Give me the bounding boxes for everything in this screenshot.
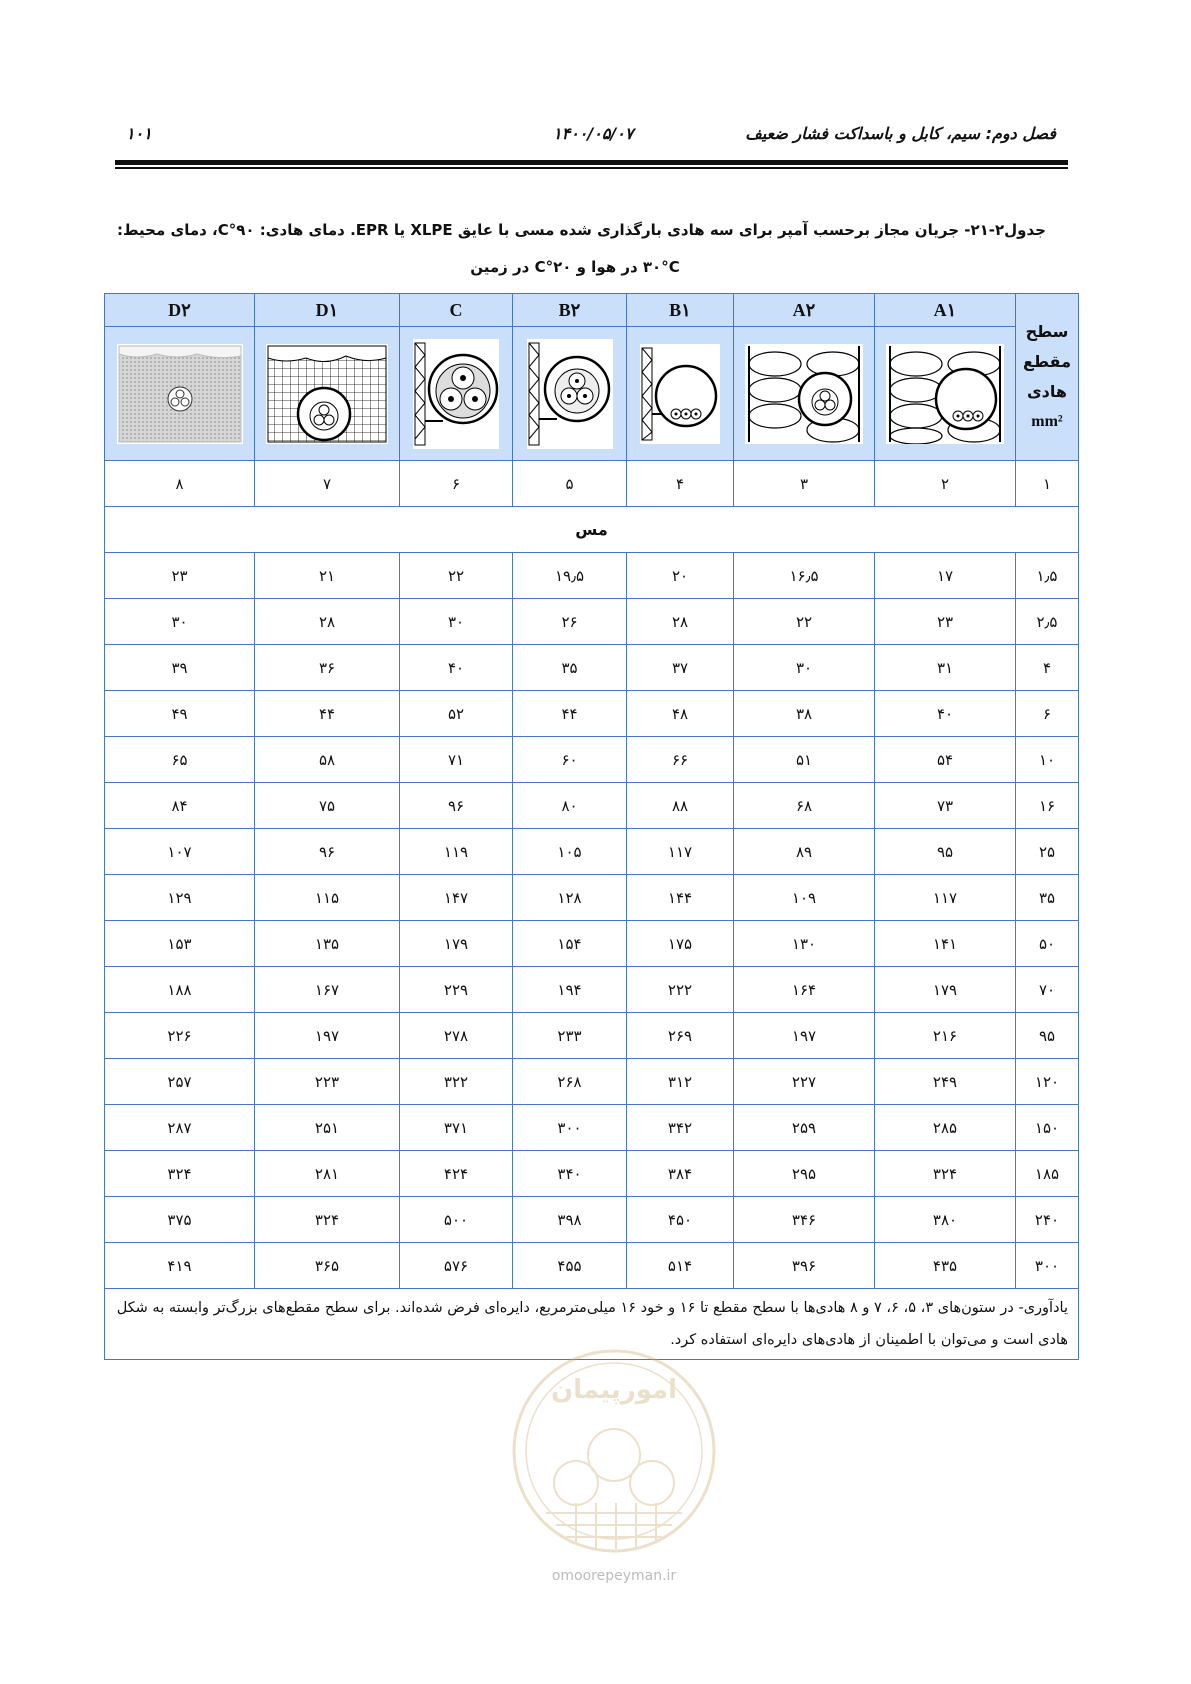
ampacity-cell: ۲۲۳ — [255, 1059, 400, 1105]
ampacity-cell: ۹۵ — [875, 829, 1016, 875]
ampacity-cell: ۴۴ — [255, 691, 400, 737]
ampacity-cell: ۸۹ — [734, 829, 875, 875]
cross-section-cell: ۱۶ — [1016, 783, 1079, 829]
table-row — [105, 1013, 1079, 1059]
ampacity-cell: ۷۳ — [875, 783, 1016, 829]
ampacity-cell: ۱۲۸ — [513, 875, 627, 921]
ampacity-cell: ۳۴۲ — [627, 1105, 734, 1151]
table-row — [105, 553, 1079, 599]
ampacity-cell: ۳۰ — [105, 599, 255, 645]
ampacity-cell: ۲۱۶ — [875, 1013, 1016, 1059]
table-row — [105, 599, 1079, 645]
table-row — [105, 1059, 1079, 1105]
ampacity-cell: ۱۳۵ — [255, 921, 400, 967]
ampacity-cell: ۱۱۷ — [627, 829, 734, 875]
table-caption-line1: جدول۲-۲۱- جریان مجاز برحسب آمپر برای سه هادی بارگذاری شده مسی با عایق XLPE یا EPR. دمای هادی: ۹۰°C، دمای محیط: — [116, 221, 1046, 239]
ampacity-cell: ۲۶۸ — [513, 1059, 627, 1105]
page-number: ۱۰۱ — [126, 124, 152, 143]
ampacity-cell: ۲۰ — [627, 553, 734, 599]
cross-section-cell: ۴ — [1016, 645, 1079, 691]
table-row — [105, 645, 1079, 691]
ampacity-cell: ۱۹۴ — [513, 967, 627, 1013]
ampacity-cell: ۱۶٫۵ — [734, 553, 875, 599]
section-label-copper: مس — [105, 507, 1079, 553]
ampacity-cell: ۳۴۰ — [513, 1151, 627, 1197]
ampacity-cell: ۲۸۵ — [875, 1105, 1016, 1151]
ampacity-cell: ۵۸ — [255, 737, 400, 783]
ampacity-cell: ۲۶ — [513, 599, 627, 645]
ampacity-cell: ۳۵ — [513, 645, 627, 691]
ampacity-cell: ۳۷۵ — [105, 1197, 255, 1243]
ampacity-cell: ۲۲۲ — [627, 967, 734, 1013]
ampacity-cell: ۱۴۴ — [627, 875, 734, 921]
ampacity-cell: ۱۹۷ — [255, 1013, 400, 1059]
cross-section-cell: ۲٫۵ — [1016, 599, 1079, 645]
ampacity-cell: ۲۵۹ — [734, 1105, 875, 1151]
ampacity-cell: ۱۲۹ — [105, 875, 255, 921]
ampacity-cell: ۴۸ — [627, 691, 734, 737]
ampacity-cell: ۳۲۴ — [255, 1197, 400, 1243]
ampacity-cell: ۱۷ — [875, 553, 1016, 599]
ampacity-cell: ۶۰ — [513, 737, 627, 783]
ampacity-cell: ۳۲۴ — [105, 1151, 255, 1197]
ampacity-cell: ۱۹۷ — [734, 1013, 875, 1059]
column-header-c: C — [400, 294, 513, 327]
ampacity-cell: ۲۸۷ — [105, 1105, 255, 1151]
ampacity-cell: ۴۳۵ — [875, 1243, 1016, 1289]
cross-section-cell: ۶ — [1016, 691, 1079, 737]
ampacity-cell: ۵۰۰ — [400, 1197, 513, 1243]
ampacity-cell: ۱۱۷ — [875, 875, 1016, 921]
ampacity-cell: ۴۴ — [513, 691, 627, 737]
ampacity-cell: ۵۲ — [400, 691, 513, 737]
header-rule-thick — [115, 160, 1068, 165]
ampacity-cell: ۲۳ — [875, 599, 1016, 645]
watermark-logo — [506, 1343, 722, 1567]
table-caption-line2: ۳۰°C در هوا و ۲۰°C در زمین — [470, 258, 680, 276]
ampacity-cell: ۳۷ — [627, 645, 734, 691]
ampacity-cell: ۱۷۵ — [627, 921, 734, 967]
table-row — [105, 875, 1079, 921]
ampacity-cell: ۲۹۵ — [734, 1151, 875, 1197]
ampacity-cell: ۳۰۰ — [513, 1105, 627, 1151]
cross-section-cell: ۱۰ — [1016, 737, 1079, 783]
cross-section-cell: ۱۵۰ — [1016, 1105, 1079, 1151]
installation-diagram-c — [400, 327, 513, 461]
ampacity-cell: ۳۰ — [734, 645, 875, 691]
ampacity-cell: ۱۰۵ — [513, 829, 627, 875]
header-rule-thin — [115, 167, 1068, 169]
cross-section-cell: ۹۵ — [1016, 1013, 1079, 1059]
ampacity-cell: ۱۷۹ — [875, 967, 1016, 1013]
ampacity-cell: ۹۶ — [255, 829, 400, 875]
ampacity-table — [104, 293, 1079, 1360]
column-header-d1: D۱ — [255, 294, 400, 327]
ampacity-cell: ۳۸ — [734, 691, 875, 737]
ampacity-cell: ۲۵۱ — [255, 1105, 400, 1151]
ampacity-cell: ۳۶۵ — [255, 1243, 400, 1289]
table-row — [105, 1197, 1079, 1243]
ampacity-cell: ۱۶۴ — [734, 967, 875, 1013]
table-row — [105, 737, 1079, 783]
cross-section-cell: ۵۰ — [1016, 921, 1079, 967]
ampacity-cell: ۲۲۹ — [400, 967, 513, 1013]
installation-diagram-a1 — [875, 327, 1016, 461]
ampacity-cell: ۴۵۰ — [627, 1197, 734, 1243]
ampacity-cell: ۵۷۶ — [400, 1243, 513, 1289]
ampacity-cell: ۵۱ — [734, 737, 875, 783]
ampacity-cell: ۲۳۳ — [513, 1013, 627, 1059]
table-row — [105, 1105, 1079, 1151]
ampacity-cell: ۱۴۷ — [400, 875, 513, 921]
ampacity-cell: ۵۱۴ — [627, 1243, 734, 1289]
table-row — [105, 967, 1079, 1013]
column-number-row: ۱ ۲ ۳ ۴ ۵ ۶ ۷ ۸ — [105, 461, 1079, 507]
ampacity-cell: ۳۸۰ — [875, 1197, 1016, 1243]
ampacity-cell: ۱۳۰ — [734, 921, 875, 967]
ampacity-cell: ۲۶۹ — [627, 1013, 734, 1059]
column-header-a2: A۲ — [734, 294, 875, 327]
ampacity-cell: ۱۷۹ — [400, 921, 513, 967]
installation-diagram-b2 — [513, 327, 627, 461]
ampacity-cell: ۳۸۴ — [627, 1151, 734, 1197]
cross-section-cell: ۱۸۵ — [1016, 1151, 1079, 1197]
installation-diagram-d1 — [255, 327, 400, 461]
installation-diagram-d2 — [105, 327, 255, 461]
ampacity-cell: ۲۸ — [627, 599, 734, 645]
cross-section-cell: ۳۰۰ — [1016, 1243, 1079, 1289]
ampacity-cell: ۲۸ — [255, 599, 400, 645]
ampacity-cell: ۲۳ — [105, 553, 255, 599]
ampacity-cell: ۱۵۴ — [513, 921, 627, 967]
ampacity-cell: ۳۱۲ — [627, 1059, 734, 1105]
ampacity-cell: ۴۰ — [400, 645, 513, 691]
table-row — [105, 1151, 1079, 1197]
ampacity-cell: ۴۹ — [105, 691, 255, 737]
ampacity-cell: ۳۰ — [400, 599, 513, 645]
ampacity-cell: ۴۱۹ — [105, 1243, 255, 1289]
cross-section-header: سطح مقطع هادی mm² — [1016, 294, 1079, 461]
column-header-d2: D۲ — [105, 294, 255, 327]
ampacity-cell: ۲۲۷ — [734, 1059, 875, 1105]
table-row — [105, 691, 1079, 737]
ampacity-cell: ۱۶۷ — [255, 967, 400, 1013]
ampacity-cell: ۲۸۱ — [255, 1151, 400, 1197]
installation-diagram-a2 — [734, 327, 875, 461]
ampacity-cell: ۷۵ — [255, 783, 400, 829]
table-row — [105, 921, 1079, 967]
ampacity-cell: ۳۲۴ — [875, 1151, 1016, 1197]
ampacity-cell: ۲۲ — [734, 599, 875, 645]
svg-text:امورپیمان: امورپیمان — [550, 1375, 678, 1405]
ampacity-cell: ۸۸ — [627, 783, 734, 829]
ampacity-cell: ۶۶ — [627, 737, 734, 783]
table-row — [105, 1243, 1079, 1289]
ampacity-cell: ۱۵۳ — [105, 921, 255, 967]
cross-section-cell: ۷۰ — [1016, 967, 1079, 1013]
cross-section-cell: ۱۲۰ — [1016, 1059, 1079, 1105]
ampacity-cell: ۱۹٫۵ — [513, 553, 627, 599]
ampacity-cell: ۲۴۹ — [875, 1059, 1016, 1105]
ampacity-cell: ۴۲۴ — [400, 1151, 513, 1197]
ampacity-cell: ۲۲ — [400, 553, 513, 599]
ampacity-cell: ۳۹۸ — [513, 1197, 627, 1243]
cross-section-cell: ۲۴۰ — [1016, 1197, 1079, 1243]
ampacity-cell: ۱۸۸ — [105, 967, 255, 1013]
ampacity-cell: ۶۵ — [105, 737, 255, 783]
ampacity-cell: ۴۵۵ — [513, 1243, 627, 1289]
cross-section-cell: ۲۵ — [1016, 829, 1079, 875]
ampacity-cell: ۲۷۸ — [400, 1013, 513, 1059]
installation-diagram-b1 — [627, 327, 734, 461]
ampacity-cell: ۳۷۱ — [400, 1105, 513, 1151]
header-date: ۱۴۰۰/۰۵/۰۷ — [553, 124, 634, 143]
ampacity-cell: ۸۴ — [105, 783, 255, 829]
ampacity-cell: ۱۰۹ — [734, 875, 875, 921]
ampacity-cell: ۷۱ — [400, 737, 513, 783]
cross-section-cell: ۳۵ — [1016, 875, 1079, 921]
ampacity-cell: ۳۹ — [105, 645, 255, 691]
column-header-a1: A۱ — [875, 294, 1016, 327]
ampacity-cell: ۳۲۲ — [400, 1059, 513, 1105]
ampacity-cell: ۲۱ — [255, 553, 400, 599]
watermark-url: omoorepeyman.ir — [551, 1568, 677, 1584]
table-note: یادآوری- در ستون‌های ۳، ۵، ۶، ۷ و ۸ هادی‌ها با سطح مقطع تا ۱۶ و خود ۱۶ میلی‌مترمربع، دایره‌ای فرض شده‌اند. برای سطح مقطع‌های بزرگ‌تر وابسته به شکل هادی است و می‌توان با اطمینان از هادی‌های دایره‌ای استفاده کرد. — [105, 1289, 1079, 1360]
ampacity-cell: ۳۱ — [875, 645, 1016, 691]
ampacity-cell: ۱۱۹ — [400, 829, 513, 875]
ampacity-cell: ۴۰ — [875, 691, 1016, 737]
ampacity-cell: ۹۶ — [400, 783, 513, 829]
ampacity-cell: ۵۴ — [875, 737, 1016, 783]
column-header-b1: B۱ — [627, 294, 734, 327]
ampacity-cell: ۱۰۷ — [105, 829, 255, 875]
table-row — [105, 783, 1079, 829]
ampacity-cell: ۳۴۶ — [734, 1197, 875, 1243]
ampacity-cell: ۶۸ — [734, 783, 875, 829]
ampacity-cell: ۱۴۱ — [875, 921, 1016, 967]
ampacity-cell: ۲۲۶ — [105, 1013, 255, 1059]
ampacity-cell: ۳۶ — [255, 645, 400, 691]
ampacity-cell: ۱۱۵ — [255, 875, 400, 921]
ampacity-cell: ۸۰ — [513, 783, 627, 829]
cross-section-cell: ۱٫۵ — [1016, 553, 1079, 599]
chapter-header: فصل دوم: سیم، کابل و باسداکت فشار ضعیف — [745, 124, 1056, 143]
table-row — [105, 829, 1079, 875]
ampacity-cell: ۲۵۷ — [105, 1059, 255, 1105]
ampacity-cell: ۳۹۶ — [734, 1243, 875, 1289]
column-header-b2: B۲ — [513, 294, 627, 327]
